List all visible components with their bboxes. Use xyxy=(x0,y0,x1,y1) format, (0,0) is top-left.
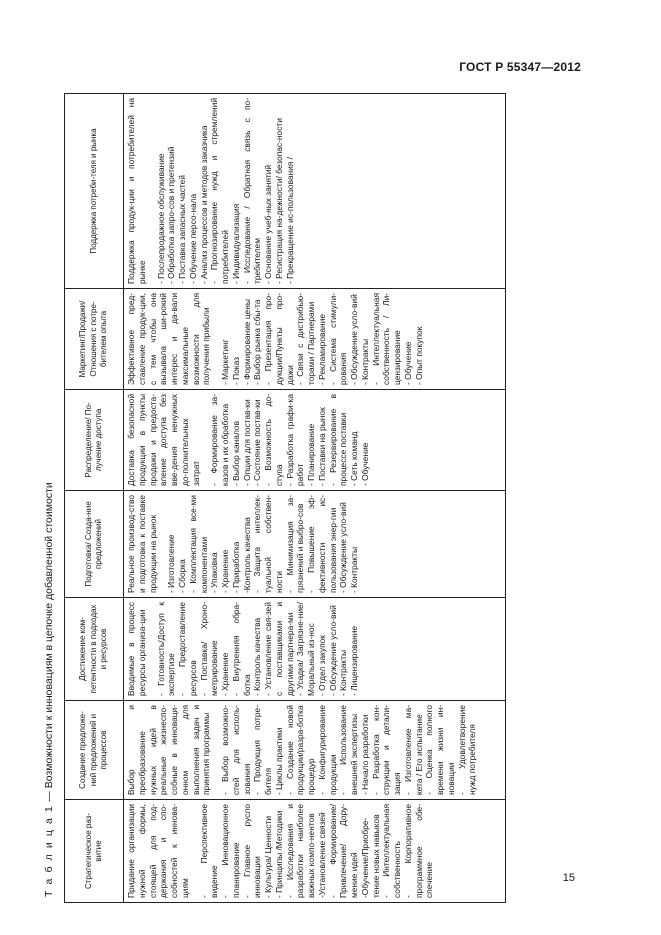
cell-list-item: - Удовлетворение нужд потребителя xyxy=(456,705,478,795)
cell-list-item: - Планирование xyxy=(306,423,316,486)
cell-list-item: - Выбор возможно-стей для исполь-зования xyxy=(220,705,252,795)
cell-list-item: - Интеллектуальная собственность xyxy=(381,804,402,898)
cell-list-item: - Маркетинг xyxy=(220,339,230,385)
cell-list-item: - Разработка кон-струкции и детали-зация xyxy=(370,705,402,795)
cell-list-item: -Контроль качества xyxy=(241,517,252,593)
table-cell xyxy=(124,701,506,800)
cell-list-item: - Разработка графи-ка работ xyxy=(284,394,306,486)
cell-list-item: - Возможность до-ступа xyxy=(263,394,284,486)
cell-list-item: - Поставки на рынок xyxy=(316,407,327,486)
cell-list-item: - Формирование за-казов и их обработка xyxy=(209,394,230,486)
cell-list-item: - Резервирование в процессе поставки xyxy=(327,394,349,486)
cell-list-item: - Контроль качества xyxy=(252,617,263,696)
value-chain-table xyxy=(64,93,506,903)
cell-list-item: - Прогнозирование нужд и стремлений потребителей xyxy=(209,98,230,284)
table-header-row xyxy=(65,94,124,903)
cell-list-item: - Индивидуализация xyxy=(230,203,241,284)
cell-list-item: - Исследование / Обратная связь с по-требителем xyxy=(241,98,263,284)
cell-list-item: - Отдел закупок xyxy=(316,635,327,696)
column-header: Создание предложе-ний предложений и процессов xyxy=(65,701,124,800)
cell-list-item: - Изготовление xyxy=(166,534,177,593)
table-body-row xyxy=(124,94,506,903)
cell-list-item: - Оценка полного времени жизни ин-новации xyxy=(424,705,456,795)
cell-description: Вводимые в процесс ресурсы организа-ции xyxy=(126,602,147,696)
cell-list-item: - Опыт покупок xyxy=(413,326,424,385)
cell-list-item: - Выбор каналов xyxy=(230,420,241,486)
cell-list-item: - Связи с дистрибью-торами / Партнерами xyxy=(295,293,316,385)
cell-list-item: - Корпоративное программное обе-спечение xyxy=(402,804,435,898)
column-header: Маркетинг/Продажи/ Отношения с потре-бителем опыта xyxy=(65,289,124,390)
cell-list-item: - Контракты xyxy=(338,649,349,696)
cell-list-item: - Поставка запасных частей xyxy=(177,175,187,284)
cell-list-item: - Лицензирование xyxy=(349,625,359,696)
cell-list-item: - Главное русло инновации xyxy=(241,804,263,898)
cell-list-item: - Обучение xyxy=(359,442,370,486)
cell-item-list xyxy=(156,98,296,284)
cell-list-item: - Перспективное видение xyxy=(198,804,220,898)
cell-list-item: - Предоставление ресурсов xyxy=(177,602,198,696)
standard-header: ГОСТ Р 55347—2012 xyxy=(459,60,581,74)
cell-list-item: - Опции для постав-ки xyxy=(241,399,252,486)
cell-list-item: - Сеть команд xyxy=(349,431,359,486)
cell-list-item: - Обсуждение усло-вий xyxy=(327,605,338,696)
cell-list-item: - Показ xyxy=(230,356,241,385)
column-header: Поддержка потреби-теля и рынка xyxy=(65,94,124,289)
table-caption-text: — Возможности к инновациям в цепочке добавленной стоимости xyxy=(43,482,55,802)
cell-list-item: - Принципы /Методики xyxy=(273,810,284,898)
cell-list-item: - Состояние постав-ки xyxy=(252,399,263,486)
cell-description: Поддержка продук-ции и потребителей на рынке xyxy=(126,98,147,284)
cell-list-item: - Циклы практики xyxy=(273,727,284,795)
cell-list-item: - Сборка xyxy=(177,559,187,593)
cell-list-item: - Формирование цены xyxy=(241,299,252,385)
cell-description: Придание организации нужной формы, стоящей для под-держания и спо-собностей к иннова-циям xyxy=(126,804,190,898)
cell-list-item: - Анализ процессов и методов заказчика xyxy=(198,125,209,284)
cell-list-item: - Контракты xyxy=(359,338,370,385)
cell-list-item: - Послепродажное обслуживание xyxy=(155,153,166,284)
cell-list-item: - Система стимули-рования xyxy=(327,293,349,385)
cell-list-item: - Формирование/ Привлечение/ Дору-мение идей xyxy=(327,804,359,898)
table-cell xyxy=(124,598,506,701)
cell-list-item: - Поставка/ Хроно-метрирование xyxy=(198,602,220,696)
cell-list-item: - Усадка/ Загрязне-ние/Моральный из-нос xyxy=(295,602,316,696)
cell-description: Выбор и преобразование нужных идей в реальные жизнеспо-собные в инноваци-онном для выполнения задач и принятия программы xyxy=(126,705,212,795)
cell-item-list xyxy=(156,602,360,696)
cell-list-item: - Готовность/Доступ к экспертизе xyxy=(155,602,177,696)
cell-description: Эффективное пред-ставление продук-ции, с тем чтобы она вызывала ши-рокий интерес и да-вали максимальные возможности для получения прибыли xyxy=(126,293,212,385)
cell-list-item: - Обучение xyxy=(402,341,413,385)
cell-item-list xyxy=(220,293,424,385)
page-number: 15 xyxy=(562,872,575,884)
cell-list-item: - Прекращение ис-пользования / xyxy=(284,157,295,284)
cell-item-list xyxy=(209,394,370,486)
cell-list-item: - Хранение xyxy=(220,549,230,593)
cell-list-item: - Основание учеб-ных занятий xyxy=(263,164,273,284)
column-header: Стратегическое раз-витие xyxy=(65,800,124,903)
cell-list-item: - Обсуждение усло-вий xyxy=(349,294,359,385)
cell-description: Реальное производ-ство и подготовка к поставке продукции на рынок xyxy=(126,495,158,593)
table-cell xyxy=(124,491,506,598)
cell-item-list xyxy=(199,804,436,898)
cell-item-list xyxy=(220,705,478,795)
cell-list-item: - Внутренняя обра-ботка xyxy=(230,602,252,696)
cell-list-item: - Использование внешней экспертизы xyxy=(338,705,359,795)
cell-list-item: - Инновационное планирование xyxy=(220,804,241,898)
column-header: Достижение ком-петентности в подходах и ресурсов xyxy=(65,598,124,701)
cell-list-item: - Исследования и разработки наиболее важных компо-нентов xyxy=(284,804,316,898)
cell-list-item: - Контракты xyxy=(349,546,359,593)
table-cell xyxy=(124,289,506,390)
cell-list-item: - Обсуждение усло-вий xyxy=(338,502,349,593)
cell-list-item: - Начало разработки xyxy=(359,714,370,795)
cell-list-item: - Презентация про-дукции/Пункты про-дажи xyxy=(263,293,295,385)
cell-list-item: -Обучение/Приобре-тение новых навыков xyxy=(359,814,381,898)
cell-list-item: - Создание новой продукции/разра-ботка процедур xyxy=(284,705,316,795)
cell-list-item: - Обучение персо-нала xyxy=(187,193,198,284)
cell-list-item: - Обработка запро-сов и претензий xyxy=(166,146,177,284)
cell-list-item: - Упаковка xyxy=(209,552,220,593)
cell-list-item: - Изготовление ма-кета / Его испытание xyxy=(402,705,424,795)
cell-list-item: - Культура/ Ценности xyxy=(263,815,273,898)
cell-list-item: - Рекламирование xyxy=(316,313,327,385)
cell-list-item: - Защита интеллек-туальной собствен-ности xyxy=(252,495,284,593)
cell-item-list xyxy=(166,495,360,593)
cell-list-item: - Повышение эф-фективности ис-пользования энер-гии xyxy=(306,495,338,593)
cell-list-item: - Комплектация все-ми компонентами xyxy=(187,495,209,593)
cell-list-item: - Конфигурирование продукции xyxy=(316,705,338,795)
table-caption-label: Т а б л и ц а 1 xyxy=(43,804,55,897)
cell-list-item: - Установление свя-зей с поставщиками и другими партнера-ми xyxy=(263,602,295,696)
column-header: Подготовка/ Созда-ние предложений xyxy=(65,491,124,598)
cell-list-item: - Продукция потре-бителя xyxy=(252,705,273,795)
table-cell xyxy=(124,94,506,289)
cell-list-item: - Выбор рынка сбы-та xyxy=(252,299,263,385)
column-header: Распределение/ По-лучение доступа xyxy=(65,390,124,491)
cell-list-item: - Регистрация на-дежности/ безопас-ности xyxy=(273,118,284,284)
cell-description: Доставка безопасной продукции в пункты продажи и предоста-вление доступа без вве-дения ненужных до-полнительных затрат xyxy=(126,394,201,486)
cell-list-item: - Хранение xyxy=(220,652,230,696)
cell-list-item: - Интеллектуальная собственность / Ли-цензирование xyxy=(370,293,402,385)
table-cell xyxy=(124,800,506,903)
rotated-table-block xyxy=(38,94,506,903)
cell-list-item: - Минимизация за-грязнений и выбро-сов xyxy=(284,495,306,593)
cell-list-item: - Приработка xyxy=(230,541,241,593)
cell-list-item: -Установление связей xyxy=(316,812,327,898)
table-cell xyxy=(124,390,506,491)
table-caption xyxy=(38,94,64,903)
